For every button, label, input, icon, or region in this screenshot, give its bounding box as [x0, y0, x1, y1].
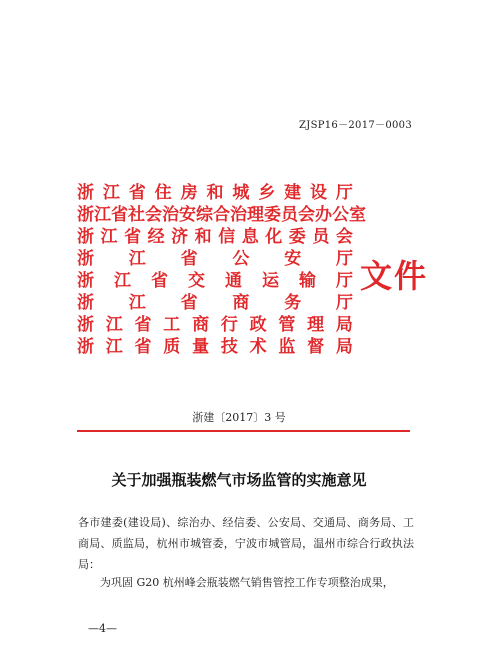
issuer-char: 术 — [249, 337, 267, 357]
issuer-char: 建 — [284, 183, 302, 203]
issuer-char: 省 — [134, 337, 152, 357]
issuer-char: 局 — [335, 315, 353, 335]
issuer-char: 省 — [124, 227, 142, 247]
issuer-char: 和 — [194, 227, 212, 247]
issuer-char: 厅 — [336, 271, 353, 291]
issuer-line — [77, 248, 353, 270]
issuing-agencies — [77, 182, 366, 358]
document-title: 关于加强瓶装燃气市场监管的实施意见 — [111, 471, 367, 489]
issuer-char: 省 — [151, 271, 168, 291]
issuer-char: 会 — [335, 227, 353, 247]
issuer-char: 房 — [180, 183, 198, 203]
issuer-line — [77, 204, 366, 226]
issuer-char: 江 — [128, 293, 146, 313]
issuer-char: 厅 — [335, 183, 353, 203]
issuer-char: 省 — [134, 315, 152, 335]
issuer-char: 社 — [128, 205, 145, 225]
issuer-char: 安 — [284, 249, 302, 269]
issuer-char: 浙 — [77, 293, 94, 313]
issuer-char: 浙 — [77, 315, 94, 335]
issuer-char: 经 — [147, 227, 165, 247]
issuer-char: 省 — [128, 183, 146, 203]
issuer-char: 省 — [180, 249, 198, 269]
issuer-char: 省 — [180, 293, 198, 313]
issuer-char: 会 — [145, 205, 162, 225]
issuer-char: 理 — [307, 315, 325, 335]
issuer-char: 局 — [335, 337, 353, 357]
issuer-char: 委 — [288, 227, 306, 247]
issuer-char: 员 — [312, 227, 330, 247]
issuer-char: 治 — [162, 205, 179, 225]
issuer-char: 交 — [188, 271, 205, 291]
issuer-char: 江 — [128, 249, 146, 269]
recipients-list: 各市建委(建设局)、综治办、经信委、公安局、交通局、商务局、工商局、质监局，杭州市城管委，宁波市城管局，温州市综合行政执法局： — [78, 516, 414, 571]
issuer-char: 运 — [262, 271, 279, 291]
issuer-char: 工 — [163, 315, 181, 335]
issuer-char: 公 — [232, 249, 250, 269]
issuer-char: 管 — [278, 315, 296, 335]
issuer-line — [77, 314, 353, 336]
issuer-char: 商 — [192, 315, 210, 335]
issuer-char: 省 — [111, 205, 128, 225]
issuer-char: 信 — [218, 227, 236, 247]
issuer-char: 浙 — [77, 183, 94, 203]
issuer-char: 江 — [102, 183, 120, 203]
issuer-char: 员 — [281, 205, 298, 225]
issuer-char: 息 — [241, 227, 259, 247]
issuer-char: 江 — [105, 315, 123, 335]
issuer-char: 政 — [249, 315, 267, 335]
issuer-char: 住 — [154, 183, 172, 203]
issuer-char: 厅 — [335, 293, 353, 313]
issuer-char: 化 — [265, 227, 283, 247]
issuer-char: 行 — [220, 315, 238, 335]
issuer-char: 质 — [163, 337, 181, 357]
document-serial-number: ZJSP16－2017－0003 — [299, 120, 412, 131]
issuer-char: 理 — [247, 205, 264, 225]
issuer-char: 浙 — [77, 205, 94, 225]
issuer-char: 治 — [230, 205, 247, 225]
issuer-char: 设 — [310, 183, 328, 203]
issuer-char: 城 — [232, 183, 250, 203]
issuer-char: 江 — [114, 271, 131, 291]
issuer-char: 商 — [232, 293, 250, 313]
issuer-char: 技 — [220, 337, 238, 357]
issuer-char: 乡 — [258, 183, 276, 203]
issuer-char: 和 — [206, 183, 224, 203]
issuer-char: 济 — [171, 227, 189, 247]
issuer-char: 室 — [349, 205, 366, 225]
file-number: 浙建〔2017〕3 号 — [192, 411, 286, 424]
issuer-char: 安 — [179, 205, 196, 225]
issuer-char: 合 — [213, 205, 230, 225]
issuer-line — [77, 292, 353, 314]
red-divider — [77, 430, 410, 432]
issuer-line — [77, 270, 353, 292]
issuer-char: 江 — [105, 337, 123, 357]
document-suffix: 文件 — [360, 257, 429, 295]
issuer-char: 浙 — [77, 271, 94, 291]
issuer-char: 办 — [315, 205, 332, 225]
issuer-char: 监 — [278, 337, 296, 357]
issuer-char: 综 — [196, 205, 213, 225]
issuer-char: 会 — [298, 205, 315, 225]
issuer-char: 江 — [100, 227, 118, 247]
issuer-line — [77, 336, 353, 358]
issuer-char: 浙 — [77, 227, 94, 247]
page-number: —4— — [88, 622, 117, 635]
issuer-char: 务 — [284, 293, 302, 313]
issuer-char: 厅 — [335, 249, 353, 269]
issuer-char: 公 — [332, 205, 349, 225]
issuer-char: 督 — [307, 337, 325, 357]
issuer-char: 通 — [225, 271, 242, 291]
issuer-line — [77, 226, 353, 248]
issuer-char: 浙 — [77, 249, 94, 269]
issuer-char: 量 — [192, 337, 210, 357]
issuer-char: 委 — [264, 205, 281, 225]
issuer-char: 浙 — [77, 337, 94, 357]
issuer-line — [77, 182, 353, 204]
issuer-char: 江 — [94, 205, 111, 225]
issuer-char: 输 — [299, 271, 316, 291]
body-paragraph: 为巩固 G20 杭州峰会瓶装燃气销售管控工作专项整治成果， — [100, 576, 394, 589]
